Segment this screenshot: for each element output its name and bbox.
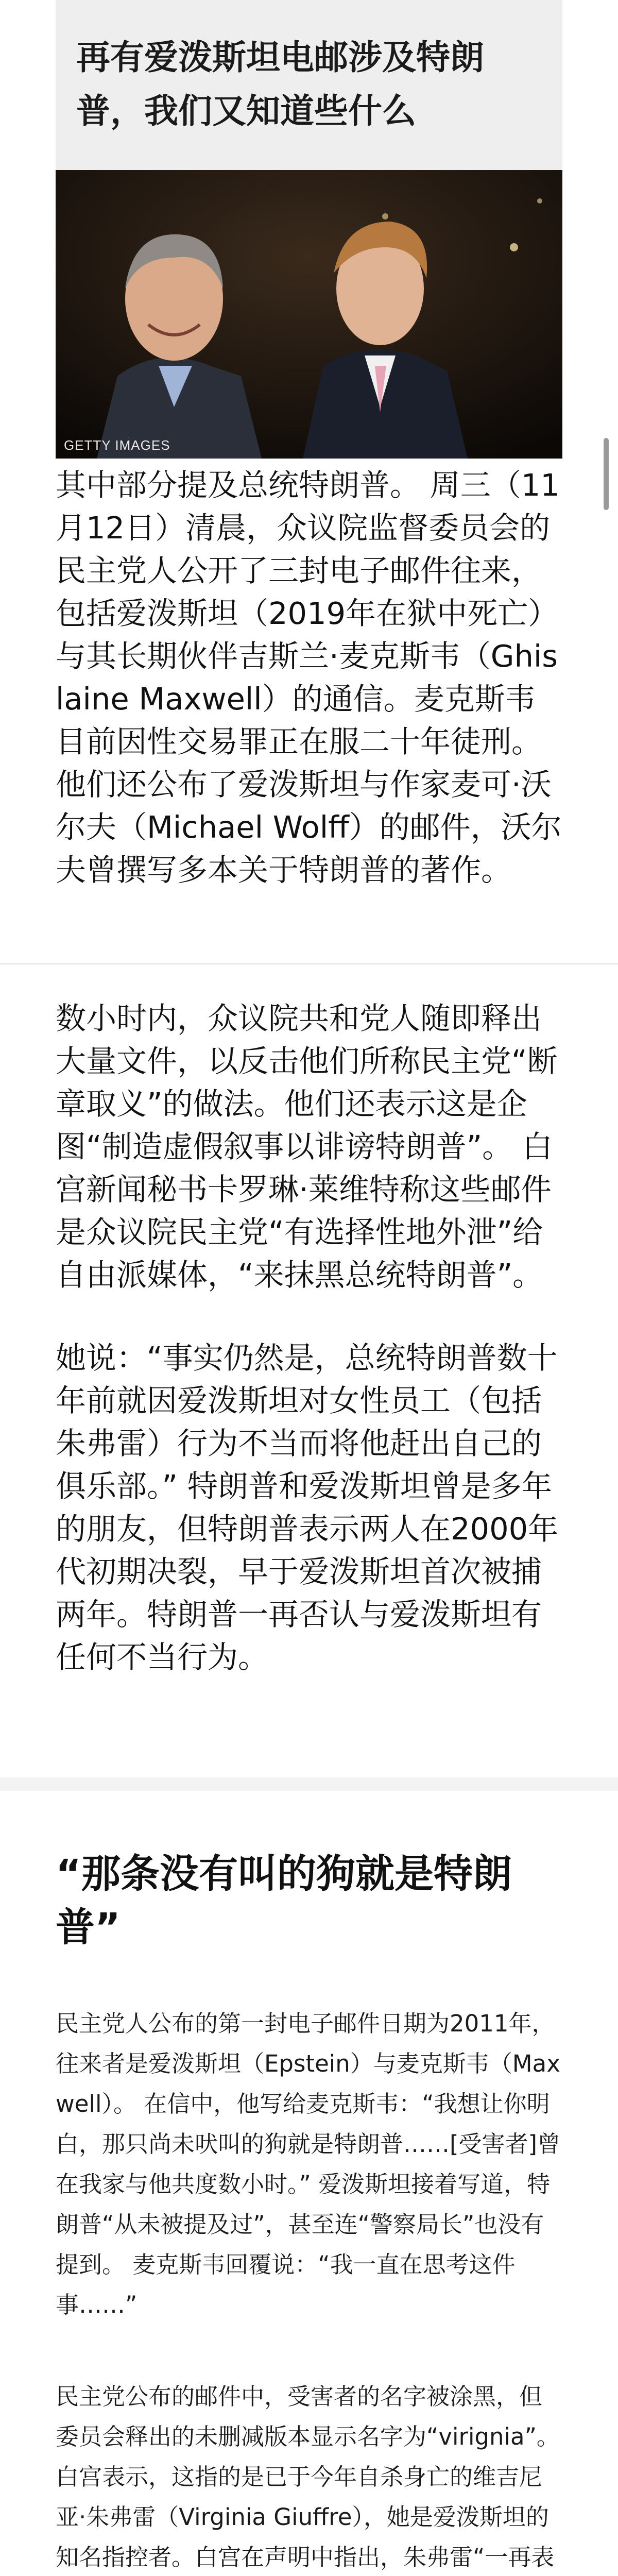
email-paragraph-1: 民主党人公布的第一封电子邮件日期为2011年，往来者是爱泼斯坦（Epstein）与麦克斯韦（Maxwell）。 在信中，他写给麦克斯韦：“我想让你明白，那只尚未吠叫的狗就是特朗普……[受害者]曾在我家与他共度数小时。” 爱泼斯坦接着写道，特朗普“从未被提及过”，甚至连“警察局长”也没有提到。 麦克斯韦回覆说：“我一直在思考这件事……”: [56, 2010, 561, 2318]
section-heading: “那条没有叫的狗就是特朗普”: [56, 1851, 512, 1950]
headline-card: [56, 0, 562, 170]
email-paragraph-2: 民主党公布的邮件中，受害者的名字被涂黑，但委员会释出的未删减版本显示名字为“virignia”。 白宫表示，这指的是已于今年自杀身亡的维吉尼亚·朱弗雷（Virginia Giuffre），她是爱泼斯坦的知名指控者。白宫在声明中指出，朱弗雷“一再表: [56, 2383, 560, 2571]
section-response: [56, 997, 562, 1679]
intro-paragraph: 其中部分提及总统特朗普。 周三（11月12日）清晨，众议院监督委员会的民主党人公开了三封电子邮件往来，包括爱泼斯坦（2019年在狱中死亡）与其长期伙伴吉斯兰·麦克斯韦（Ghislaine Maxwell）的通信。麦克斯韦目前因性交易罪正在服二十年徒刑。 他们还公布了爱泼斯坦与作家麦可·沃尔夫（Michael Wolff）的邮件，沃尔夫曾撰写多本关于特朗普的著作。: [56, 467, 562, 888]
scrollbar-thumb[interactable]: [604, 438, 609, 510]
article-title: 再有爱泼斯坦电邮涉及特朗普，我们又知道些什么: [76, 38, 484, 131]
section-divider-band: [0, 1777, 618, 1791]
section-dog: [56, 1847, 562, 2576]
hero-photo-illustration: [56, 170, 562, 459]
response-paragraph-2: 她说：“事实仍然是，总统特朗普数十年前就因爱泼斯坦对女性员工（包括朱弗雷）行为不当而将他赶出自己的俱乐部。” 特朗普和爱泼斯坦曾是多年的朋友，但特朗普表示两人在2000年代初期决裂，早于爱泼斯坦首次被捕两年。特朗普一再否认与爱泼斯坦有任何不当行为。: [56, 1340, 559, 1675]
photo-credit: GETTY IMAGES: [64, 437, 170, 453]
hero-photo: [56, 170, 562, 459]
section-intro: [56, 464, 562, 891]
response-paragraph-1: 数小时内，众议院共和党人随即释出大量文件，以反击他们所称民主党“断章取义”的做法。他们还表示这是企图“制造虚假叙事以诽谤特朗普”。 白宫新闻秘书卡罗琳·莱维特称这些邮件是众议院民主党“有选择性地外泄”给自由派媒体，“来抹黑总统特朗普”。: [56, 1001, 558, 1293]
section-divider: [0, 963, 618, 964]
